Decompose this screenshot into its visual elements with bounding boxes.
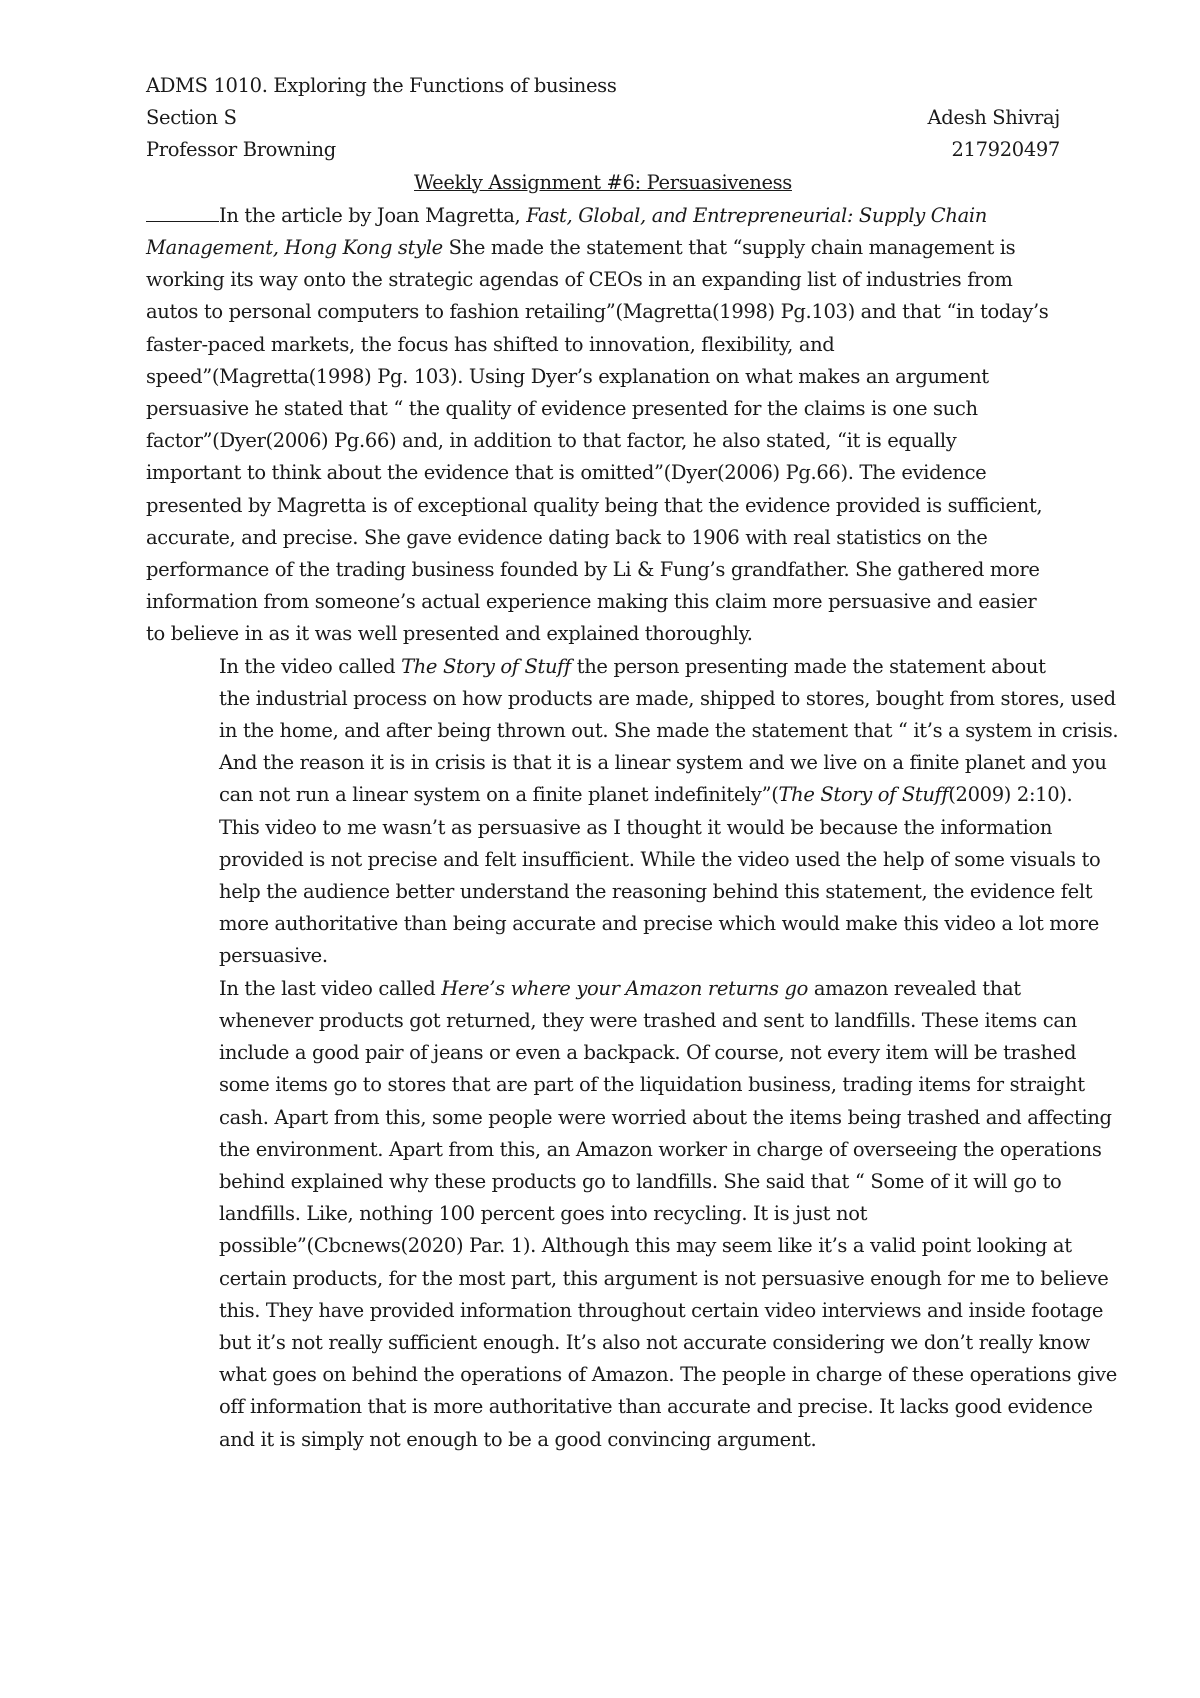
text-line [146, 1391, 1093, 1423]
header-line-professor [146, 134, 1060, 166]
text-line [146, 940, 1060, 972]
text-line [146, 361, 1060, 393]
text-line [146, 876, 1093, 908]
course-title: ADMS 1010. Exploring the Functions of business [146, 74, 617, 97]
text-run: presented by Magretta is of exceptional quality being that the evidence provided is sufficient, [146, 493, 1043, 517]
text-run: She made the statement that “supply chain management is [442, 236, 1016, 260]
text-line [146, 586, 1060, 618]
text-run: but it’s not really sufficient enough. It’s also not accurate considering we don’t really know [219, 1330, 1090, 1354]
text-run: faster-paced markets, the focus has shifted to innovation, flexibility, and [146, 332, 835, 356]
text-line [146, 1198, 1060, 1230]
text-run: the person presenting made the statement about [570, 654, 1046, 678]
text-run: information from someone’s actual experience making this claim more persuasive and easier [146, 590, 1037, 614]
text-run: the environment. Apart from this, an Amazon worker in charge of overseeing the operations [219, 1137, 1102, 1161]
text-line [146, 1327, 1090, 1359]
text-line [146, 1424, 1060, 1456]
text-run: possible”(Cbcnews(2020) Par. 1). Although this may seem like it’s a valid point looking at [219, 1234, 1072, 1258]
text-run: behind explained why these products go to landfills. She said that “ Some of it will go to [219, 1169, 1062, 1193]
text-run: this. They have provided information throughout certain video interviews and inside footage [219, 1298, 1104, 1322]
italic-title-text: Management, Hong Kong style [146, 236, 443, 260]
text-run: amazon revealed that [808, 976, 1021, 1000]
text-line [146, 1069, 1085, 1101]
text-run: in the home, and after being thrown out. She made the statement that “ it’s a system in crisis. [219, 719, 1119, 743]
text-line [146, 296, 1060, 328]
text-line [146, 1359, 1117, 1391]
text-line [146, 683, 1116, 715]
text-run: accurate, and precise. She gave evidence dating back to 1906 with real statistics on the [146, 525, 988, 549]
document-page [146, 70, 1119, 1456]
text-line [146, 554, 1060, 586]
italic-title-text: The Story of Stuff [401, 654, 571, 678]
text-line [146, 844, 1101, 876]
text-run: working its way onto the strategic agendas of CEOs in an expanding list of industries from [146, 268, 1013, 292]
text-line [146, 490, 1060, 522]
text-run: what goes on behind the operations of Amazon. The people in charge of these operations give [219, 1363, 1117, 1387]
text-line [146, 618, 1060, 650]
text-run: provided is not precise and felt insufficient. While the video used the help of some visuals to [219, 847, 1101, 871]
student-name: Adesh Shivraj [927, 106, 1060, 130]
text-run: cash. Apart from this, some people were worried about the items being trashed and affecting [219, 1105, 1112, 1129]
indent-underline [146, 199, 219, 222]
paragraph-1 [146, 199, 1060, 651]
text-run: landfills. Like, nothing 100 percent goes into recycling. It is just not [219, 1202, 868, 1226]
header-line-course [146, 70, 1060, 102]
text-run: include a good pair of jeans or even a backpack. Of course, not every item will be trashed [219, 1041, 1077, 1065]
text-run: important to think about the evidence that is omitted”(Dyer(2006) Pg.66). The evidence [146, 461, 987, 485]
text-line [146, 1295, 1104, 1327]
text-line [146, 329, 1060, 361]
text-line [146, 908, 1099, 940]
text-line [146, 1005, 1077, 1037]
text-line [146, 973, 1060, 1005]
text-run: In the video called [219, 654, 402, 678]
header-line-section [146, 102, 1060, 134]
essay-body [146, 199, 1119, 1456]
text-line [146, 1263, 1109, 1295]
text-run: This video to me wasn’t as persuasive as I thought it would be because the information [219, 815, 1053, 839]
paragraph-2 [146, 651, 1119, 973]
text-line [146, 199, 1060, 232]
assignment-title: Weekly Assignment #6: Persuasiveness [414, 170, 792, 194]
text-line [146, 1134, 1102, 1166]
text-run: and it is simply not enough to be a good convincing argument. [219, 1427, 817, 1451]
italic-title-text: The Story of Stuff [778, 783, 949, 807]
student-id: 217920497 [951, 138, 1060, 162]
text-line [146, 1037, 1077, 1069]
text-run: certain products, for the most part, this argument is not persuasive enough for me to believe [219, 1266, 1109, 1290]
text-run: persuasive he stated that “ the quality of evidence presented for the claims is one such [146, 397, 978, 421]
text-line [146, 232, 1060, 264]
text-line [146, 747, 1107, 779]
text-line [146, 715, 1119, 747]
paragraph-3 [146, 973, 1117, 1456]
text-line [146, 1166, 1060, 1198]
text-line [146, 522, 1060, 554]
italic-title-text: Fast, Global, and Entrepreneurial: Supply Chain [526, 203, 987, 227]
text-run: can not run a linear system on a finite planet indefinitely”( [219, 783, 779, 807]
text-line [146, 779, 1073, 811]
text-run: (2009) 2:10). [948, 783, 1073, 807]
text-run: In the last video called [219, 976, 442, 1000]
text-run: more authoritative than being accurate and precise which would make this video a lot more [219, 912, 1099, 936]
text-line [146, 425, 1060, 457]
text-line [146, 1102, 1112, 1134]
text-run: autos to personal computers to fashion retailing”(Magretta(1998) Pg.103) and that “in today’s [146, 300, 1049, 324]
text-line [146, 812, 1060, 844]
text-run: factor”(Dyer(2006) Pg.66) and, in addition to that factor, he also stated, “it is equally [146, 429, 957, 453]
text-run: In the article by Joan Magretta, [219, 203, 527, 227]
text-line [146, 393, 1060, 425]
professor-name: Professor Browning [146, 138, 336, 162]
text-run: speed”(Magretta(1998) Pg. 103). Using Dyer’s explanation on what makes an argument [146, 364, 989, 388]
italic-title-text: Here’s where your Amazon returns go [441, 976, 809, 1000]
text-line [146, 651, 1060, 683]
section-label: Section S [146, 106, 237, 130]
text-run: to believe in as it was well presented and explained thoroughly. [146, 622, 753, 646]
text-run: persuasive. [219, 944, 328, 968]
text-run: off information that is more authoritative than accurate and precise. It lacks good evidence [219, 1395, 1093, 1419]
text-line [146, 1230, 1072, 1262]
text-run: performance of the trading business founded by Li & Fung’s grandfather. She gathered more [146, 558, 1040, 582]
text-run: the industrial process on how products are made, shipped to stores, bought from stores, used [219, 686, 1116, 710]
text-run: help the audience better understand the reasoning behind this statement, the evidence felt [219, 880, 1093, 904]
text-run: whenever products got returned, they were trashed and sent to landfills. These items can [219, 1008, 1077, 1032]
text-line [146, 264, 1060, 296]
text-run: some items go to stores that are part of the liquidation business, trading items for straight [219, 1073, 1085, 1097]
text-run: And the reason it is in crisis is that it is a linear system and we live on a finite planet and you [219, 751, 1107, 775]
text-line [146, 457, 1060, 489]
